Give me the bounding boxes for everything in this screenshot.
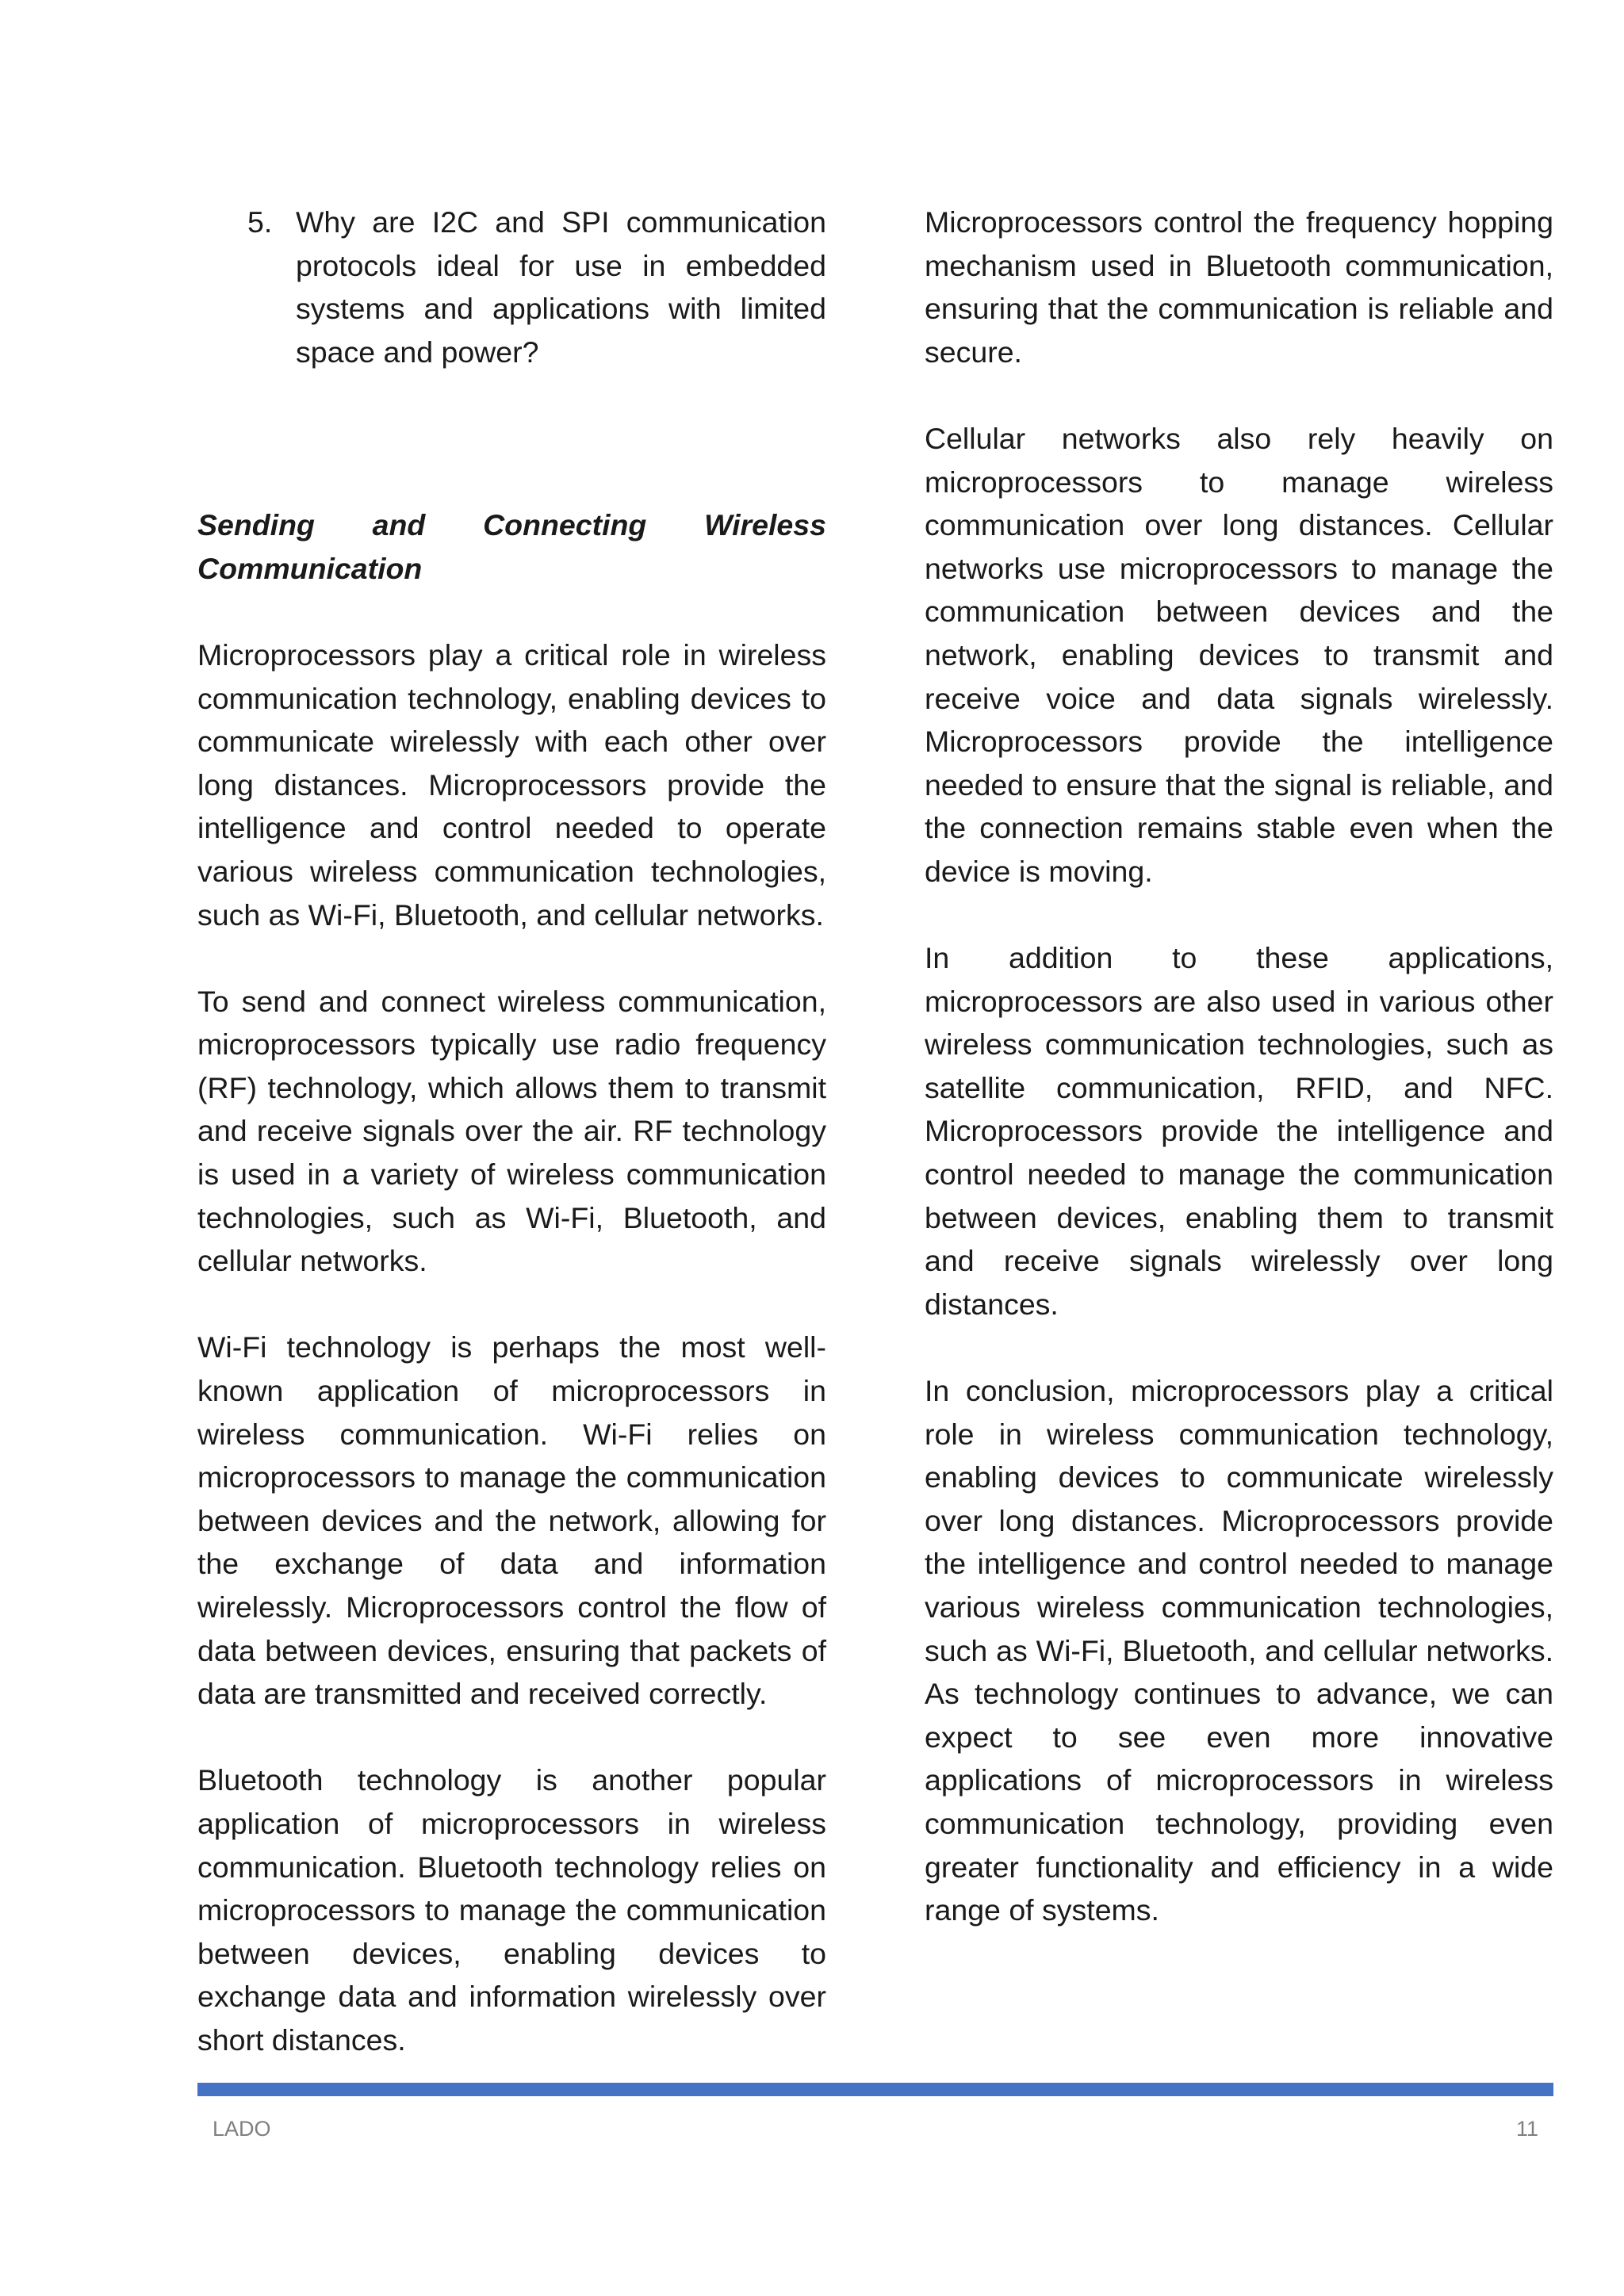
footer-divider-bar <box>197 2083 1553 2096</box>
paragraph-bluetooth: Bluetooth technology is another popular application of microprocessors in wireless communication. Bluetooth technology relies on microprocessors to manage the communication between devices, enabling devices to exchange data and information wirelessly over short distances. <box>197 1763 826 2057</box>
page-number: 11 <box>1515 2117 1538 2141</box>
paragraph-rf: To send and connect wireless communication, microprocessors typically use radio frequency (RF) technology, which allows them to transmit and receive signals over the air. RF technology is used in a variety of wireless communication technologies, such as Wi-Fi, Bluetooth, and cellular networks. <box>197 984 826 1278</box>
left-column <box>197 201 826 2105</box>
paragraph-frequency-hopping: Microprocessors control the frequency hopping mechanism used in Bluetooth communication, ensuring that the communication is reliable and secure. <box>925 205 1553 369</box>
question-text: Why are I2C and SPI communication protocols ideal for use in embedded systems and applications with limited space and power? <box>296 205 826 369</box>
section-spacer <box>197 373 826 503</box>
paragraph-wifi: Wi-Fi technology is perhaps the most well-known application of microprocessors in wireless communication. Wi-Fi relies on microprocessors to manage the communication between devices and the network, allowing for the exchange of data and information wirelessly. Microprocessors control the flow of data between devices, ensuring that packets of data are transmitted and received correctly. <box>197 1330 826 1711</box>
paragraph-conclusion: In conclusion, microprocessors play a critical role in wireless communication technology, enabling devices to communicate wirelessly over long distances. Microprocessors provide the intelligence and control needed to manage various wireless communication technologies, such as Wi-Fi, Bluetooth, and cellular networks. As technology continues to advance, we can expect to see even more innovative applications of microprocessors in wireless communication technology, providing even greater functionality and efficiency in a wide range of systems. <box>925 1374 1553 1927</box>
paragraph-intro: Microprocessors play a critical role in wireless communication technology, enabling devices to communicate wirelessly with each other over long distances. Microprocessors provide the intelligence and control needed to operate various wireless communication technologies, such as Wi-Fi, Bluetooth, and cellular networks. <box>197 637 826 932</box>
footer-author: LADO <box>213 2117 271 2141</box>
right-column <box>925 201 1553 1975</box>
paragraph-cellular: Cellular networks also rely heavily on microprocessors to manage wireless communication over long distances. Cellular networks use microprocessors to manage the communication between devices and the network, enabling devices to transmit and receive voice and data signals wirelessly. Microprocessors provide the intelligence needed to ensure that the signal is reliable, and the connection remains stable even when the device is moving. <box>925 421 1553 888</box>
question-list-item <box>197 201 826 373</box>
section-heading: Sending and Connecting Wireless Communication <box>197 508 826 585</box>
question-number: 5. <box>247 205 273 239</box>
paragraph-other-tech: In addition to these applications, microprocessors are also used in various other wireless communication technologies, such as satellite communication, RFID, and NFC. Microprocessors provide the intelligence and control needed to manage the communication between devices, enabling them to transmit and receive signals wirelessly over long distances. <box>925 941 1553 1321</box>
